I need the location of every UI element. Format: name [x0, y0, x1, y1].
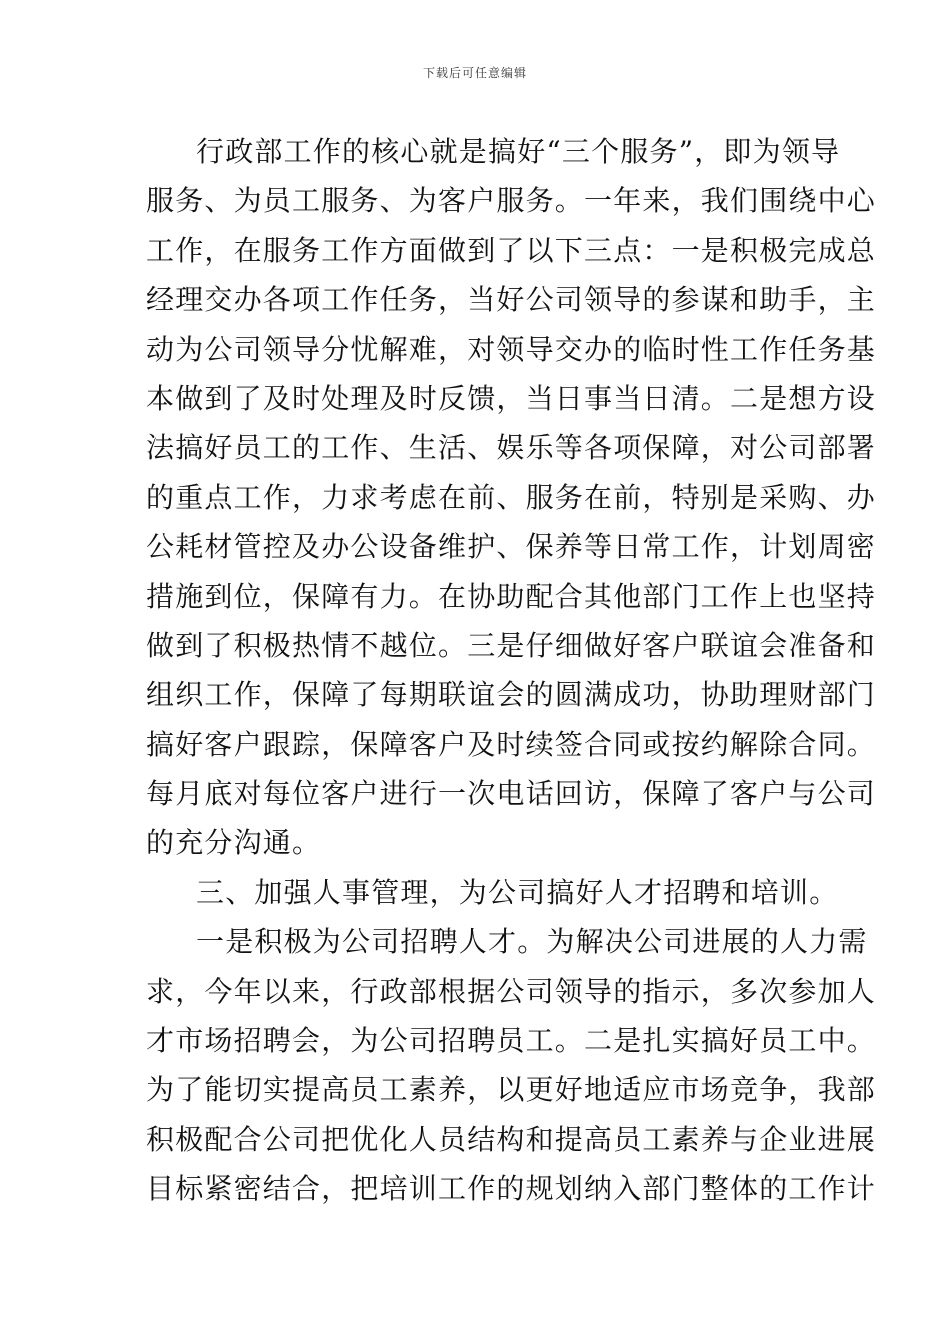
text-line: 才市场招聘会，为公司招聘员工。二是扎实搞好员工中。: [146, 1024, 877, 1058]
text-line: 组织工作，保障了每期联谊会的圆满成功，协助理财部门: [146, 678, 877, 712]
text-line: 做到了积极热情不越位。三是仔细做好客户联谊会准备和: [146, 628, 877, 662]
text-line: 为了能切实提高员工素养，以更好地适应市场竞争，我部: [146, 1073, 877, 1107]
text-line: 服务、为员工服务、为客户服务。一年来，我们围绕中心: [146, 184, 877, 218]
text-line: 目标紧密结合，把培训工作的规划纳入部门整体的工作计: [146, 1172, 877, 1206]
text-line: 动为公司领导分忧解难，对领导交办的临时性工作任务基: [146, 332, 877, 366]
text-line: 一是积极为公司招聘人才。为解决公司进展的人力需: [196, 925, 868, 959]
text-line: 三、加强人事管理，为公司搞好人才招聘和培训。: [196, 875, 839, 909]
text-line: 本做到了及时处理及时反馈，当日事当日清。二是想方设: [146, 381, 877, 415]
body-text: [146, 127, 877, 1214]
header-note: 下载后可任意编辑: [422, 66, 527, 80]
text-line: 求，今年以来，行政部根据公司领导的指示，多次参加人: [146, 974, 877, 1008]
text-line: 搞好客户跟踪，保障客户及时续签合同或按约解除合同。: [146, 727, 877, 761]
text-line: 工作，在服务工作方面做到了以下三点：一是积极完成总: [146, 233, 877, 267]
text-line: 法搞好员工的工作、生活、娱乐等各项保障，对公司部署: [146, 431, 877, 465]
text-line: 每月底对每位客户进行一次电话回访，保障了客户与公司: [146, 777, 877, 811]
text-line: 行政部工作的核心就是搞好“三个服务”，即为领导: [196, 135, 841, 168]
text-line: 的充分沟通。: [146, 826, 322, 860]
text-line: 的重点工作，力求考虑在前、服务在前，特别是采购、办: [146, 480, 877, 514]
text-line: 积极配合公司把优化人员结构和提高员工素养与企业进展: [146, 1122, 877, 1156]
text-line: 公耗材管控及办公设备维护、保养等日常工作，计划周密: [146, 530, 877, 564]
text-line: 经理交办各项工作任务，当好公司领导的参谋和助手，主: [146, 283, 877, 317]
text-line: 措施到位，保障有力。在协助配合其他部门工作上也坚持: [146, 579, 877, 613]
